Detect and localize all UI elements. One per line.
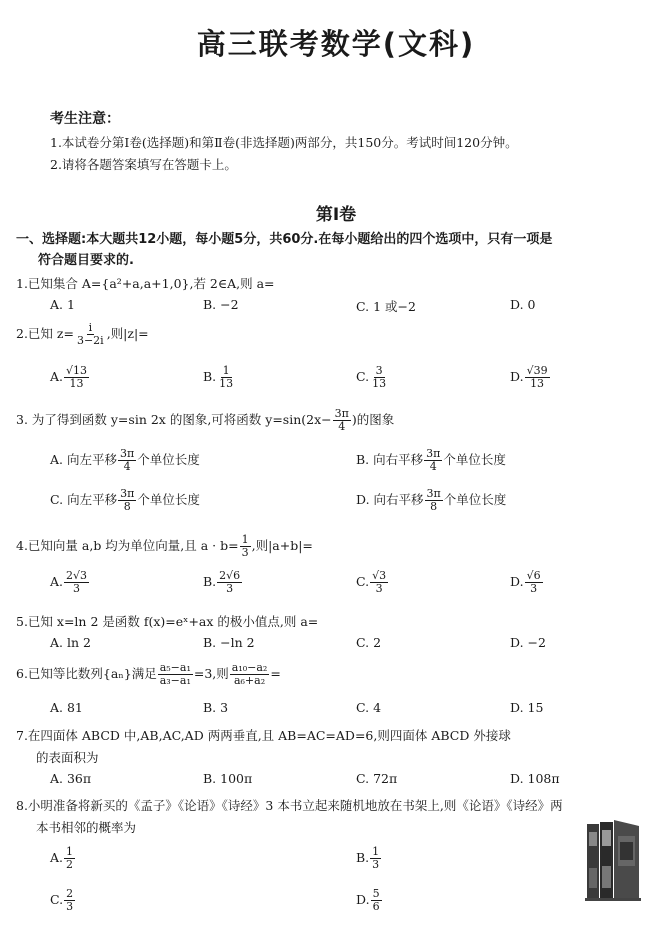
- q4-option-b: B. $\frac{2√6}{3}$: [203, 569, 241, 595]
- books-illustration: [583, 818, 643, 902]
- q4-option-d: D. $\frac{√6}{3}$: [510, 569, 541, 595]
- q3-option-d: D. 向右平移 $\frac{3\pi}{8}$ 个单位长度: [356, 487, 507, 513]
- question-7-line2: 的表面积为: [36, 750, 99, 765]
- question-2-stem: 2.已知 z= $\frac{i}{3-2i}$ ,则|z|=: [16, 321, 149, 347]
- q2-option-b: B. $\frac{1}{13}$: [203, 364, 234, 390]
- q6-option-a: A. 81: [50, 700, 83, 715]
- q7-option-b: B. 100π: [203, 771, 253, 786]
- question-1-stem: 1.已知集合 A={a²+a,a+1,0},若 2∈A,则 a=: [16, 276, 275, 291]
- q5-option-a: A. ln 2: [50, 635, 91, 650]
- q7-option-d: D. 108π: [510, 771, 560, 786]
- question-8-line2: 本书相邻的概率为: [36, 820, 137, 835]
- question-5-stem: 5.已知 x=ln 2 是函数 f(x)=eˣ+ax 的极小值点,则 a=: [16, 614, 319, 629]
- q6-option-b: B. 3: [203, 700, 229, 715]
- q7-option-a: A. 36π: [50, 771, 92, 786]
- q4-option-a: A. $\frac{2√3}{3}$: [50, 569, 88, 595]
- q1-option-c: C. 1 或−2: [356, 299, 416, 314]
- q3-option-c: C. 向左平移 $\frac{3\pi}{8}$ 个单位长度: [50, 487, 200, 513]
- page-title: 高三联考数学(文科): [196, 27, 476, 61]
- q1-option-d: D. 0: [510, 297, 536, 312]
- q8-option-b: B. $\frac{1}{3}$: [356, 845, 380, 871]
- question-3-stem: 3. 为了得到函数 y=sin 2x 的图象,可将函数 y=sin(2x− $\frac{3\pi}{4}$ )的图象: [16, 407, 395, 433]
- q8-option-d: D. $\frac{5}{6}$: [356, 887, 380, 913]
- question-8-line1: 8.小明准备将新买的《孟子》《论语》《诗经》3 本书立起来随机地放在书架上,则《论语》《诗经》两: [16, 798, 563, 813]
- q3-option-a: A. 向左平移 $\frac{3\pi}{4}$ 个单位长度: [50, 447, 200, 473]
- notice-item-1: 1.本试卷分第Ⅰ卷(选择题)和第Ⅱ卷(非选择题)两部分，共150分。考试时间120分钟。: [50, 135, 518, 150]
- q7-option-c: C. 72π: [356, 771, 398, 786]
- notice-heading: 考生注意：: [50, 111, 120, 127]
- question-6-stem: 6.已知等比数列{aₙ}满足 $\frac{\text{a₅−a₁}}{\text{a₃−a₁}}$ =3,则 $\frac{\text{a₁₀−a₂}}{\text{a₆+a₂}}$ =: [16, 661, 281, 687]
- question-4-stem: 4.已知向量 a,b 均为单位向量,且 a · b= $\frac{1}{3}$ ,则|a+b|=: [16, 533, 313, 559]
- question-7-line1: 7.在四面体 ABCD 中,AB,AC,AD 两两垂直,且 AB=AC=AD=6,则四面体 ABCD 外接球: [16, 728, 511, 743]
- q5-option-b: B. −ln 2: [203, 635, 255, 650]
- notice-item-2: 2.请将各题答案填写在答题卡上。: [50, 157, 237, 172]
- q5-option-d: D. −2: [510, 635, 546, 650]
- q2-option-a: A. $\frac{√13}{13}$: [50, 364, 88, 390]
- q1-option-b: B. −2: [203, 297, 239, 312]
- q5-option-c: C. 2: [356, 635, 382, 650]
- q6-option-c: C. 4: [356, 700, 382, 715]
- q2-option-d: D. $\frac{√39}{13}$: [510, 364, 548, 390]
- q6-option-d: D. 15: [510, 700, 544, 715]
- part-intro-line2: 符合题目要求的.: [38, 253, 134, 268]
- section-heading: 第Ⅰ卷: [315, 205, 357, 225]
- q1-option-a: A. 1: [50, 297, 75, 312]
- part-intro-line1: 一、选择题:本大题共12小题，每小题5分，共60分.在每小题给出的四个选项中，只有一项是: [16, 232, 553, 247]
- q8-option-a: A. $\frac{1}{2}$: [50, 845, 74, 871]
- q8-option-c: C. $\frac{2}{3}$: [50, 887, 74, 913]
- q3-option-b: B. 向右平移 $\frac{3\pi}{4}$ 个单位长度: [356, 447, 506, 473]
- q4-option-c: C. $\frac{√3}{3}$: [356, 569, 387, 595]
- q2-option-c: C. $\frac{3}{13}$: [356, 364, 387, 390]
